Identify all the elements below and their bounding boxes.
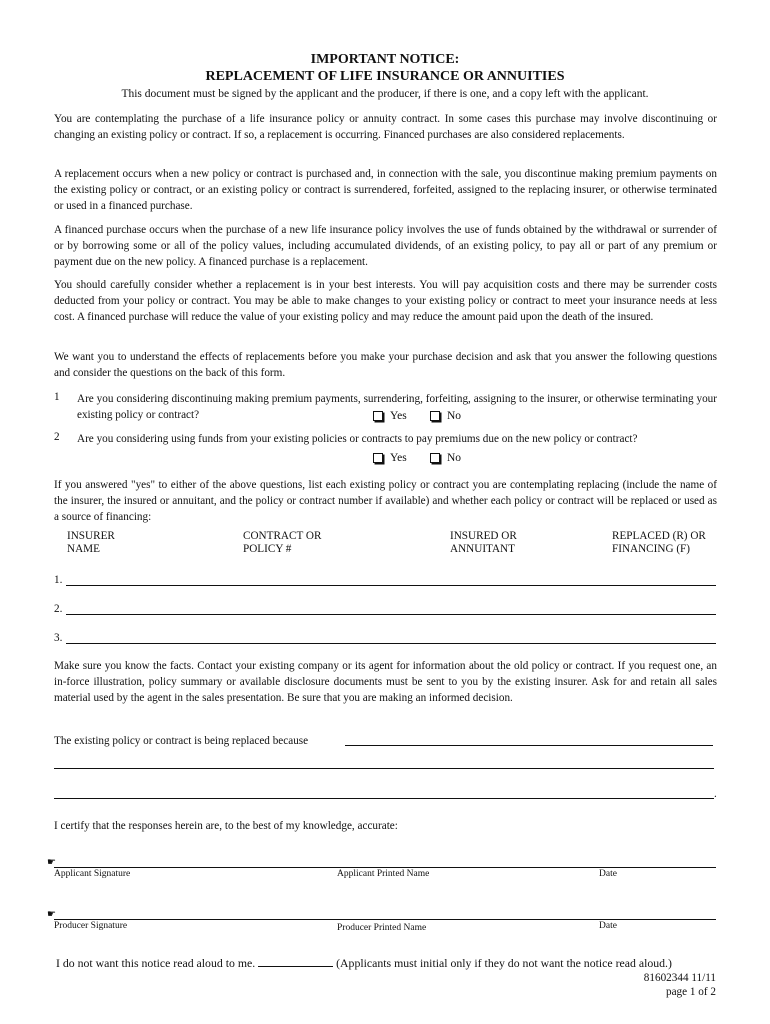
certify-statement: I certify that the responses herein are, to the best of my knowledge, accurate: — [54, 820, 398, 832]
applicant-date-label: Date — [599, 869, 617, 879]
row-1-number: 1. — [54, 574, 63, 586]
reason-label: The existing policy or contract is being replaced because — [54, 735, 309, 747]
question-2-number: 2 — [54, 431, 60, 443]
applicant-printed-name-label: Applicant Printed Name — [337, 869, 430, 879]
no-label: No — [447, 410, 462, 422]
read-aloud-statement — [56, 955, 672, 971]
header-contract-policy — [243, 530, 321, 556]
question-1-text: Are you considering discontinuing making premium payments, surrendering, forfeiting, assigning to the insurer, or otherwise terminating your existing policy or contract? — [77, 393, 717, 421]
producer-signature-line[interactable] — [54, 919, 716, 920]
header-contract-line1: CONTRACT OR — [243, 530, 322, 542]
reason-line-2[interactable] — [54, 768, 714, 769]
paragraph-contemplating: You are contemplating the purchase of a life insurance policy or annuity contract. In some cases this purchase may involve discontinuing or changing an existing policy or contract. If so, a replacement is occurring. Financed purchases are also considered replacements. — [54, 113, 717, 141]
pointing-hand-icon: ☛ — [47, 857, 56, 868]
question-1-no[interactable] — [430, 410, 461, 422]
yes-label: Yes — [390, 452, 407, 464]
yes-label: Yes — [390, 410, 407, 422]
question-2-text: Are you considering using funds from your existing policies or contracts to pay premiums due on the new policy or contract? — [77, 433, 638, 445]
header-contract-line2: POLICY # — [243, 543, 292, 555]
row-3-number: 3. — [54, 632, 63, 644]
initials-field[interactable] — [258, 956, 333, 967]
applicant-signature-label: Applicant Signature — [54, 869, 131, 879]
header-insured-line1: INSURED OR — [450, 530, 517, 542]
applicant-signature-line[interactable] — [54, 867, 716, 868]
row-3-entry-line[interactable] — [66, 643, 716, 644]
header-insured-line2: ANNUITANT — [450, 543, 515, 555]
no-label: No — [447, 452, 462, 464]
header-replaced-line1: REPLACED (R) OR — [612, 530, 706, 542]
read-aloud-suffix: (Applicants must initial only if they do not want the notice read aloud.) — [336, 956, 672, 970]
header-insured-annuitant — [450, 530, 517, 556]
question-1-number: 1 — [54, 391, 60, 403]
header-replaced-line2: FINANCING (F) — [612, 543, 691, 555]
header-replaced-financing — [612, 530, 706, 556]
row-1-entry-line[interactable] — [66, 585, 716, 586]
page-number: page 1 of 2 — [665, 986, 716, 998]
row-2-entry-line[interactable] — [66, 614, 716, 615]
reason-line-1[interactable] — [345, 745, 713, 746]
reason-line-3[interactable] — [54, 798, 714, 799]
title-line-1: IMPORTANT NOTICE: — [310, 52, 460, 67]
header-insurer-line1: INSURER — [67, 530, 115, 542]
reason-end-period: . — [714, 788, 717, 800]
paragraph-replacement-definition: A replacement occurs when a new policy or contract is purchased and, in connection with the sale, you discontinue making premium payments on the existing policy or contract, or an existing policy or contract is surrendered, forfeited, assigned to the replacing insurer, or otherwise terminated or used in a financed purchase. — [54, 168, 717, 212]
producer-printed-name-label: Producer Printed Name — [337, 923, 427, 933]
question-2-yes[interactable] — [373, 452, 407, 464]
checkbox-icon[interactable] — [430, 453, 440, 463]
question-1-yes[interactable] — [373, 410, 407, 422]
checkbox-icon[interactable] — [373, 411, 383, 421]
checkbox-icon[interactable] — [430, 411, 440, 421]
paragraph-facts: Make sure you know the facts. Contact your existing company or its agent for information about the old policy or contract. If you request one, an in-force illustration, policy summary or available disclosure documents must be sent to you by the existing insurer. Ask for and retain all sales material used by the agent in the sales presentation. Be sure that you are making an informed decision. — [54, 660, 717, 704]
row-2-number: 2. — [54, 603, 63, 615]
checkbox-icon[interactable] — [373, 453, 383, 463]
subtitle: This document must be signed by the applicant and the producer, if there is one, and a copy left with the applicant. — [121, 88, 649, 100]
paragraph-understand: We want you to understand the effects of replacements before you make your purchase decision and ask that you answer the following questions and consider the questions on the back of this form. — [54, 351, 717, 379]
paragraph-consider: You should carefully consider whether a replacement is in your best interests. You will pay acquisition costs and there may be surrender costs deducted from your policy or contract. You may be able to make changes to your existing policy or contract to meet your insurance needs at less cost. A financed purchase will reduce the value of your existing policy and may reduce the amount paid upon the death of the insured. — [54, 279, 717, 323]
pointing-hand-icon: ☛ — [47, 909, 56, 920]
producer-signature-label: Producer Signature — [54, 921, 128, 931]
header-insurer-name — [67, 530, 115, 556]
form-footer — [644, 971, 716, 999]
question-2-no[interactable] — [430, 452, 461, 464]
title-line-2: REPLACEMENT OF LIFE INSURANCE OR ANNUITIES — [205, 69, 565, 84]
paragraph-financed-purchase: A financed purchase occurs when the purchase of a new life insurance policy involves the use of funds obtained by the withdrawal or surrender of or by borrowing some or all of the policy values, including accumulated dividends, of an existing policy, to pay all or part of any premium or payment due on the new policy. A financed purchase is a replacement. — [54, 224, 717, 268]
form-number: 81602344 11/11 — [643, 972, 716, 984]
list-instructions: If you answered "yes" to either of the above questions, list each existing policy or contract you are contemplating replacing (include the name of the insurer, the insured or annuitant, and the policy or contract number if available) and whether each policy or contract will be replaced or used as a source of financing: — [54, 479, 717, 523]
read-aloud-prefix: I do not want this notice read aloud to me. — [56, 956, 256, 970]
producer-date-label: Date — [599, 921, 617, 931]
header-insurer-line2: NAME — [67, 543, 100, 555]
